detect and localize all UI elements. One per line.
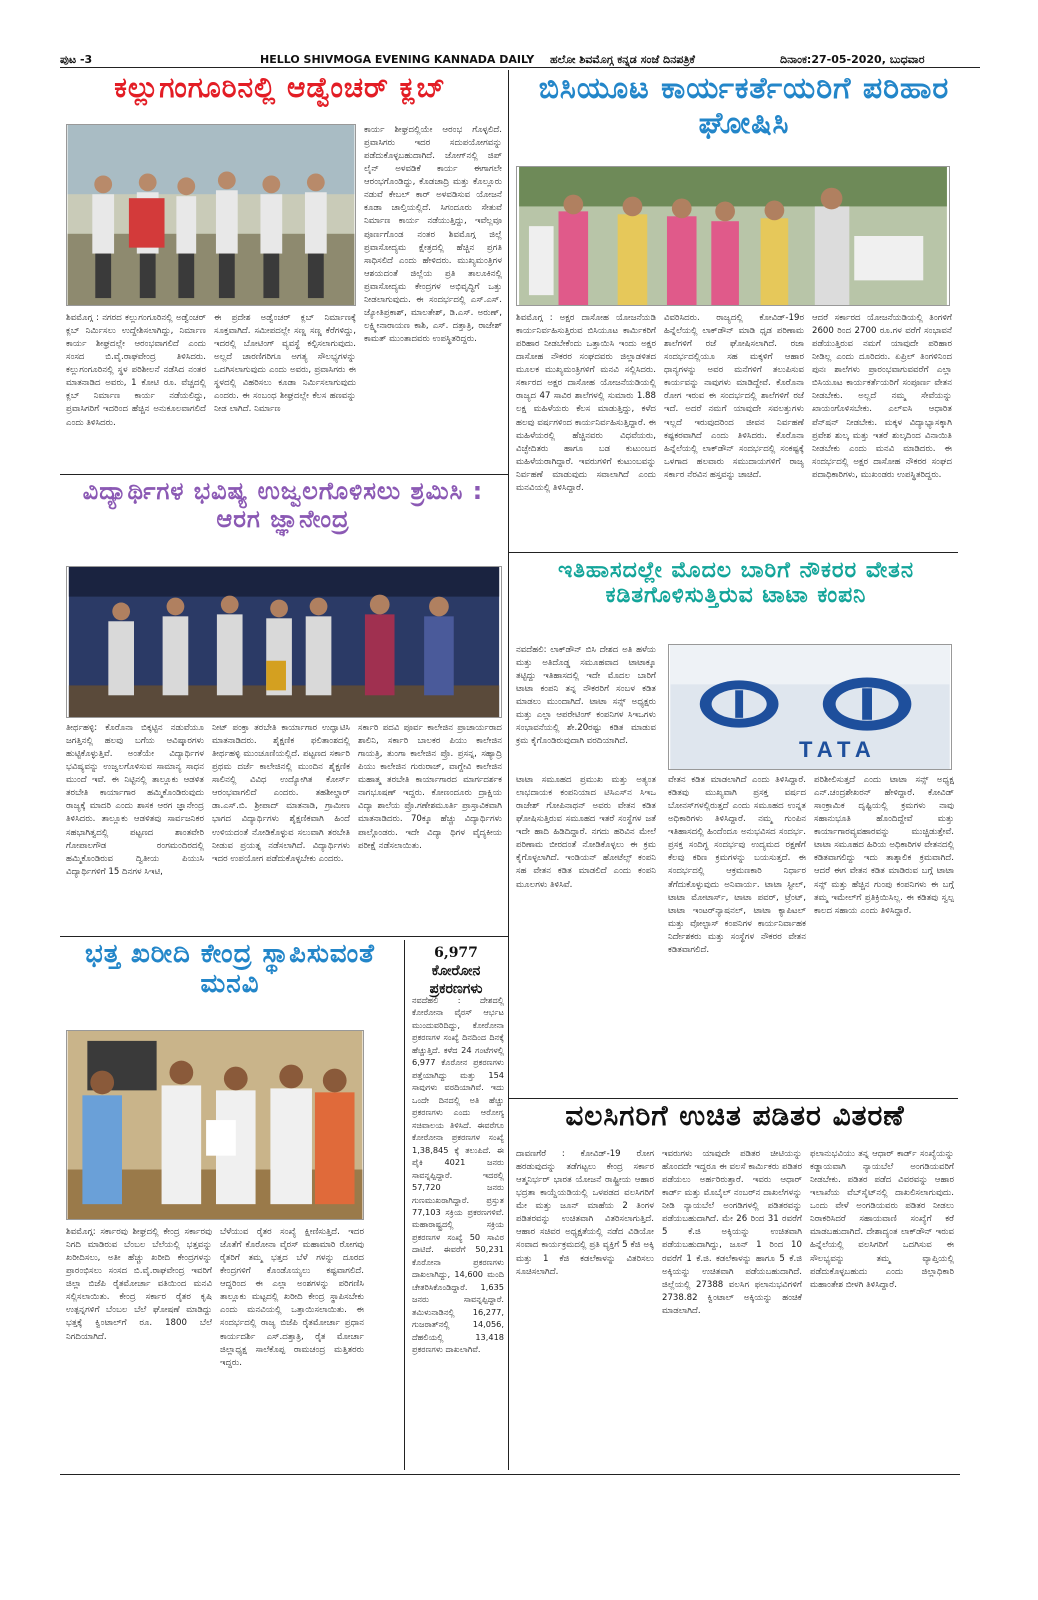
masthead-title-kannada: ಹಲೋ ಶಿವಮೊಗ್ಗ ಕನ್ನಡ ಸಂಜೆ ದಿನಪತ್ರಿಕೆ: [550, 53, 695, 66]
story3-column-1: ತೀರ್ಥಹಳ್ಳಿ: ಕೊರೊನಾ ಬಿಕ್ಕಟ್ಟಿನ ನಡುವೆಯೂ ಜಗತ್ತಿನಲ್ಲಿ ಹಲವು ಬಗೆಯ ಆವಿಷ್ಕಾರಗಳು ಹುಟ್ಟಿಕೊಳ್ಳುತ್ತಿವೆ. ಅಂತೆಯೇ ವಿದ್ಯಾರ್ಥಿಗಳ ಭವಿಷ್ಯವನ್ನು ಉಜ್ವಲಗೊಳಿಸುವ ಸಾಮಾನ್ಯ ಸಾಧನ ಮುಂದೆ ಇವೆ. ಈ ನಿಟ್ಟಿನಲ್ಲಿ ತಾಲ್ಲೂಕು ಆಡಳಿತ ತರಬೇತಿ ಕಾರ್ಯಾಗಾರ ಹಮ್ಮಿಕೊಂಡಿರುವುದು ರಾಜ್ಯಕ್ಕೆ ಮಾದರಿ ಎಂದು ಶಾಸಕ ಆರಗ ಜ್ಞಾನೇಂದ್ರ ತಿಳಿಸಿದರು. ತಾಲ್ಲೂಕು ಆಡಳಿತವು ಸಾರ್ವಜನಿಕರ ಸಹಭಾಗಿತ್ವದಲ್ಲಿ ಪಟ್ಟಣದ ಶಾಂತವೇರಿ ಗೋಪಾಲಗೌಡ ರಂಗಮಂದಿರದಲ್ಲಿ ಹಮ್ಮಿಕೊಂಡಿರುವ ದ್ವಿತೀಯ ಪಿಯುಸಿ ವಿದ್ಯಾರ್ಥಿಗಳಿಗೆ 15 ದಿನಗಳ ಸಿಇಟಿ,: [66, 723, 204, 877]
story5-column-2: ಬೆಳೆಯುವ ರೈತರ ಸಂಖ್ಯೆ ಕ್ಷೀಣಿಸುತ್ತಿದೆ. ಇದರ ಜೊತೆಗೆ ಕೊರೋನಾ ವೈರಸ್ ಮಹಾಮಾರಿ ರೋಗವು ರೈತರಿಗೆ ತಮ್ಮ ಭತ್ತದ ಬೆಳೆ ಗಳನ್ನು ದೂರದ ಕೇಂದ್ರಗಳಿಗೆ ಕೊಂಡೊಯ್ಯಲು ಕಷ್ಟವಾಗಲಿದೆ. ಆದ್ದರಿಂದ ಈ ಎಲ್ಲಾ ಅಂಶಗಳನ್ನು ಪರಿಗಣಿಸಿ ತಾಲ್ಲೂಕು ಮಟ್ಟದಲ್ಲಿ ಖರೀದಿ ಕೇಂದ್ರ ಸ್ಥಾಪಿಸಬೇಕು ಎಂದು ಮನವಿಯಲ್ಲಿ ಒತ್ತಾಯಿಸಲಾಯಿತು. ಈ ಸಂದರ್ಭದಲ್ಲಿ ರಾಜ್ಯ ಬಿಜೆಪಿ ರೈತಮೋರ್ಚಾ ಪ್ರಧಾನ ಕಾರ್ಯದರ್ಶಿ ಎಸ್.ದತ್ತಾತ್ರಿ, ರೈತ ಮೋರ್ಚಾ ಜಿಲ್ಲಾಧ್ಯಕ್ಷ ಸಾಲೆಕೊಪ್ಪ ರಾಮಚಂದ್ರ ಮತ್ತಿತರರು ಇದ್ದರು.: [220, 1227, 364, 1368]
midday-meal-workers-photo: [517, 167, 949, 305]
story3-column-2: ನೀಟ್ ಪಂಕ್ತಾ ತರಬೇತಿ ಕಾರ್ಯಾಗಾರ ಉದ್ಘಾಟಿಸಿ ಮಾತನಾಡಿದರು. ಶೈಕ್ಷಣಿಕ ಫಲಿತಾಂಶದಲ್ಲಿ ತೀರ್ಥಹಳ್ಳಿ ಮುಂಚೂಣಿಯಲ್ಲಿದೆ. ಪಟ್ಟಣದ ಸರ್ಕಾರಿ ಪ್ರಥಮ ದರ್ಜೆ ಕಾಲೇಜಿನಲ್ಲಿ ಮುಂದಿನ ಶೈಕ್ಷಣಿಕ ಸಾಲಿನಲ್ಲಿ ವಿವಿಧ ಉದ್ಯೋಗಿತ ಕೋರ್ಸ್ ಆರಂಭವಾಗಲಿದೆ ಎಂದರು. ತಹಶೀಲ್ದಾರ್ ಡಾ.ಎಸ್.ಬಿ. ಶ್ರೀಪಾದ್ ಮಾತನಾಡಿ, ಗ್ರಾಮೀಣ ಭಾಗದ ವಿದ್ಯಾರ್ಥಿಗಳು ಶೈಕ್ಷಣಿಕವಾಗಿ ಹಿಂದೆ ಉಳಿಯದಂತೆ ನೋಡಿಕೊಳ್ಳುವ ಸಲುವಾಗಿ ತರಬೇತಿ ನೀಡುವ ಪ್ರಯತ್ನ ನಡೆಸಲಾಗಿದೆ. ವಿದ್ಯಾರ್ಥಿಗಳು ಇದರ ಉಪಯೋಗ ಪಡೆದುಕೊಳ್ಳಬೇಕು ಎಂದರು.: [212, 723, 350, 864]
column-divider: [404, 940, 405, 1470]
story2-photo: [516, 166, 950, 306]
workshop-inauguration-photo: [67, 567, 501, 717]
story3-headline: ವಿದ್ಯಾರ್ಥಿಗಳ ಭವಿಷ್ಯ ಉಜ್ವಲಗೊಳಿಸಲು ಶ್ರಮಿಸಿ : ಆರಗ ಜ್ಞಾನೇಂದ್ರ: [82, 477, 484, 533]
story4-column-1-continued: ಟಾಟಾ ಸಮೂಹದ ಪ್ರಮುಖ ಮತ್ತು ಅತ್ಯಂತ ಲಾಭದಾಯಕ ಕಂಪನಿಯಾದ ಟಿಸಿಎಸ್‌ನ ಸಿಇಒ ರಾಜೇಶ್ ಗೋಪಿನಾಥನ್ ಅವರು ವೇತನ ಕಡಿತ ಘೋಷಿಸುತ್ತಿರುವ ಸಮೂಹದ ಇತರೆ ಸಂಸ್ಥೆಗಳ ಜತೆ ಇದೇ ಹಾದಿ ಹಿಡಿದಿದ್ದಾರೆ. ನಗದು ಹರಿವಿನ ಮೇಲೆ ಪರಿಣಾಮ ಬೀರದಂತೆ ನೋಡಿಕೊಳ್ಳಲು ಈ ಕ್ರಮ ಕೈಗೊಳ್ಳಲಾಗಿದೆ. ಇಂಡಿಯನ್ ಹೋಟೆಲ್ಸ್ ಕಂಪನಿ ಸಹ ವೇತನ ಕಡಿತ ಮಾಡಲಿದೆ ಎಂದು ಕಂಪನಿ ಮೂಲಗಳು ತಿಳಿಸಿವೆ.: [516, 775, 656, 890]
story1-headline: ಕಲ್ಲುಗಂಗೂರಿನಲ್ಲಿ ಆಡ್ವೆಂಚರ್ ಕ್ಲಬ್: [114, 71, 446, 104]
paddy-purchase-memorandum-photo: [67, 1031, 363, 1219]
section-rule: [60, 474, 508, 475]
story2-headline: ಬಿಸಿಯೂಟ ಕಾರ್ಯಕರ್ತೆಯರಿಗೆ ಪರಿಹಾರ ಘೋಷಿಸಿ: [538, 71, 950, 141]
story1-photo: [66, 124, 356, 306]
story7-column-3: ಫಲಾನುಭವಿಯು ತನ್ನ ಆಧಾರ್ ಕಾರ್ಡ್ ಸಂಖ್ಯೆಯನ್ನು ಕಡ್ಡಾಯವಾಗಿ ನ್ಯಾಯಬೆಲೆ ಅಂಗಡಿಯವರಿಗೆ ನೀಡಬೇಕು. ಪಡಿತರ ಪಡೆದ ವಿವರವನ್ನು ಆಹಾರ ಇಲಾಖೆಯ ವೆಬ್‌ಸೈಟ್‌ನಲ್ಲಿ ದಾಖಲಿಸಲಾಗುವುದು. ಒಂದು ವೇಳೆ ಅಂಗಡಿಯವರು ಪಡಿತರ ನೀಡಲು ನಿರಾಕರಿಸಿದರೆ ಸಹಾಯವಾಣಿ ಸಂಖ್ಯೆಗೆ ಕರೆ ಮಾಡಬಹುದಾಗಿದೆ. ದೇಶಾದ್ಯಂತ ಲಾಕ್‌ಡೌನ್ ಇರುವ ಹಿನ್ನೆಲೆಯಲ್ಲಿ ವಲಸಿಗರಿಗೆ ಒದಗಿಸುವ ಈ ಸೌಲಭ್ಯವನ್ನು ತಮ್ಮ ವ್ಯಾಪ್ತಿಯಲ್ಲಿ ಪಡೆದುಕೊಳ್ಳಬಹುದು ಎಂದು ಜಿಲ್ಲಾಧಿಕಾರಿ ಮಹಾಂತೇಶ ಬೀಳಗಿ ತಿಳಿಸಿದ್ದಾರೆ.: [810, 1149, 954, 1290]
story4-column-3: ಪರಿಶೀಲಿಸುತ್ತದೆ ಎಂದು ಟಾಟಾ ಸನ್ಸ್ ಅಧ್ಯಕ್ಷ ಎನ್.ಚಂದ್ರಶೇಖರನ್ ಹೇಳಿದ್ದಾರೆ. ಕೋವಿಡ್ ಸಾಂಕ್ರಾಮಿಕ ದೃಷ್ಟಿಯಲ್ಲಿ ಕ್ರಮಗಳು ನಾವು ಸಹಾನುಭೂತಿ ಹೊಂದಿದ್ದೇವೆ ಮತ್ತು ಕಾರ್ಯಾಗಾರವ್ಯವಹಾರವನ್ನು ಮುಚ್ಚಿಡುತ್ತೇವೆ. ಟಾಟಾ ಸಮೂಹದ ಹಿರಿಯ ಅಧಿಕಾರಿಗಳ ವೇತನದಲ್ಲಿ ಕಡಿತವಾಗಲಿದ್ದು ಇದು ತಾತ್ಕಾಲಿಕ ಕ್ರಮವಾಗಿದೆ. ಆದರೆ ಈಗ ವೇತನ ಕಡಿತ ಮಾಡಿರುವ ಬಗ್ಗೆ ಟಾಟಾ ಸನ್ಸ್ ಮತ್ತು ಹೆಚ್ಚಿನ ಗುಂಪು ಕಂಪನಿಗಳು ಈ ಬಗ್ಗೆ ತಮ್ಮ ಇಮೇಲ್‌ಗೆ ಪ್ರತಿಕ್ರಿಯಿಸಿಲ್ಲ. ಈ ಕಡಿತವು ಸ್ವಲ್ಪ ಕಾಲದ ಸಹಾಯ ಎಂದು ತಿಳಿಸಿದ್ದಾರೆ.: [814, 775, 954, 916]
section-rule: [508, 552, 958, 553]
story1-column-3: ಕಾರ್ಯ ಶೀಘ್ರದಲ್ಲಿಯೇ ಆರಂಭ ಗೊಳ್ಳಲಿದೆ. ಪ್ರವಾಸಿಗರು ಇದರ ಸದುಪಯೋಗವನ್ನು ಪಡೆದುಕೊಳ್ಳಬಹುದಾಗಿದೆ. ಜೋಗ್‌ನಲ್ಲಿ ಜಿಪ್ ಲೈನ್ ಅಳವಡಿಕೆ ಕಾರ್ಯ ಈಗಾಗಲೇ ಆರಂಭಗೊಂಡಿದ್ದು, ಕೊಡಚಾದ್ರಿ ಮತ್ತು ಕೊಲ್ಲೂರು ನಡುವೆ ಕೇಬಲ್ ಕಾರ್ ಅಳವಡಿಸುವ ಯೋಜನೆ ಕೂಡಾ ಚಾಲ್ತಿಯಲ್ಲಿದೆ. ಸಿಗಂದೂರು ಸೇತುವೆ ನಿರ್ಮಾಣ ಕಾರ್ಯ ನಡೆಯುತ್ತಿದ್ದು, ಇವೆಲ್ಲವೂ ಪೂರ್ಣಗೊಂಡ ನಂತರ ಶಿವಮೊಗ್ಗ ಜಿಲ್ಲೆ ಪ್ರವಾಸೋದ್ಯಮ ಕ್ಷೇತ್ರದಲ್ಲಿ ಹೆಚ್ಚಿನ ಪ್ರಗತಿ ಸಾಧಿಸಲಿದೆ ಎಂದು ಹೇಳಿದರು. ಮುಖ್ಯಮಂತ್ರಿಗಳ ಆಶಯದಂತೆ ಜಿಲ್ಲೆಯ ಪ್ರತಿ ತಾಲೂಕಿನಲ್ಲಿ ಪ್ರವಾಸೋದ್ಯಮ ಕೇಂದ್ರಗಳ ಅಭಿವೃದ್ಧಿಗೆ ಒತ್ತು ನೀಡಲಾಗುವುದು. ಈ ಸಂದರ್ಭದಲ್ಲಿ ಎಸ್.ಎಸ್. ಜ್ಯೋತಿಪ್ರಕಾಶ್, ಮಾಲತೇಶ್, ಡಿ.ಎಸ್. ಅರುಣ್, ಲಕ್ಷ್ಮೀನಾರಾಯಣ ಕಾಶಿ, ಎಸ್. ದತ್ತಾತ್ರಿ, ರಾಜೇಶ್ ಕಾಮತ್ ಮುಂತಾದವರು ಉಪಸ್ಥಿತರಿದ್ದರು.: [364, 125, 502, 344]
story4-column-2: ವೇತನ ಕಡಿತ ಮಾಡಲಾಗಿದೆ ಎಂದು ತಿಳಿಸಿದ್ದಾರೆ. ಕಡಿತವು ಮುಖ್ಯವಾಗಿ ಪ್ರಸಕ್ತ ವರ್ಷದ ಬೋನಸ್‌ಗಳಲ್ಲಿರುತ್ತದೆ ಎಂದು ಸಮೂಹದ ಉನ್ನತ ಅಧಿಕಾರಿಗಳು ತಿಳಿಸಿದ್ದಾರೆ. ನಮ್ಮ ಗುಂಪಿನ ಇತಿಹಾಸದಲ್ಲಿ ಹಿಂದೆಂದೂ ಅನುಭವಿಸದ ಸಂದರ್ಭ. ಪ್ರಸಕ್ತ ಸಂದಿಗ್ಧ ಸಂದರ್ಭವು ಉದ್ಯಮದ ರಕ್ಷಣೆಗೆ ಕೆಲವು ಕಠಿಣ ಕ್ರಮಗಳನ್ನು ಬಯಸುತ್ತದೆ. ಈ ಸಂದರ್ಭದಲ್ಲಿ ಆಕ್ರಮಣಕಾರಿ ನಿರ್ಧಾರ ತೆಗೆದುಕೊಳ್ಳುವುದು ಅನಿವಾರ್ಯ. ಟಾಟಾ ಸ್ಟೀಲ್, ಟಾಟಾ ಮೋಟಾರ್ಸ್, ಟಾಟಾ ಪವರ್, ಟ್ರೆಂಟ್, ಟಾಟಾ ಇಂಟರ್‌ನ್ಯಾಷನಲ್, ಟಾಟಾ ಕ್ಯಾಪಿಟಲ್ ಮತ್ತು ವೋಲ್ಟಾಸ್ ಕಂಪನಿಗಳ ಕಾರ್ಯನಿರ್ವಾಹಕ ನಿರ್ದೇಶಕರು ಮತ್ತು ಸಂಸ್ಥೆಗಳ ನೌಕರರ ವೇತನ ಕಡಿತವಾಗಲಿದೆ.: [668, 775, 806, 955]
story6-headline: 6,977 ಕೋರೋನ ಪ್ರಕರಣಗಳು: [429, 945, 483, 998]
story3-column-3: ಸರ್ಕಾರಿ ಪದವಿ ಪೂರ್ವ ಕಾಲೇಜಿನ ಪ್ರಾಚಾರ್ಯರಾದ ಶಾಲಿನಿ, ಸರ್ಕಾರಿ ಬಾಲಕರ ಪಿಯು ಕಾಲೇಜಿನ ಗಾಯತ್ರಿ, ತುಂಗಾ ಕಾಲೇಜಿನ ಪ್ರೊ. ಪ್ರಸನ್ನ, ಸಹ್ಯಾದ್ರಿ ಪಿಯು ಕಾಲೇಜಿನ ಗುರುರಾಜ್, ವಾಗ್ದೇವಿ ಕಾಲೇಜಿನ ಮಹಾತ್ಮ ತರಬೇತಿ ಕಾರ್ಯಾಗಾರದ ಮಾರ್ಗದರ್ಶಕ ನಾಗಭೂಷಣ್ ಇದ್ದರು. ಕೋಣಂದೂರು ದ್ರಾಕ್ಷಿಯ ವಿದ್ಯಾ ಶಾಲೆಯ ಪ್ರೊ.ಗಣೇಶಮೂರ್ತಿ ಪ್ರಾಸ್ತಾವಿಕವಾಗಿ ಮಾತನಾಡಿದರು. 70ಕ್ಕೂ ಹೆಚ್ಚು ವಿದ್ಯಾರ್ಥಿಗಳು ಪಾಲ್ಗೊಂಡರು. ಇದೇ ವಿದ್ಯಾ ಥಿಗಳ ವೈದ್ಯಕೀಯ ಪರೀಕ್ಷೆ ನಡೆಸಲಾಯಿತು.: [358, 723, 502, 851]
story5-headline: ಭತ್ತ ಖರೀದಿ ಕೇಂದ್ರ ಸ್ಥಾಪಿಸುವಂತೆ ಮನವಿ: [85, 939, 375, 999]
story2-column-3: ಆದರೆ ಸರ್ಕಾರದ ಯೋಜನೆಯಡಿಯಲ್ಲಿ ತಿಂಗಳಿಗೆ 2600 ರಿಂದ 2700 ರೂ.ಗಳ ವರೆಗೆ ಸಂಭಾವನೆ ಪಡೆಯುತ್ತಿರುವ ನಮಗೆ ಯಾವುದೇ ಪರಿಹಾರ ನೀಡಿಲ್ಲ ಎಂದು ದೂರಿದರು. ಏಪ್ರಿಲ್ ತಿಂಗಳಿನಿಂದ ಪುನಃ ಶಾಲೆಗಳು ಪ್ರಾರಂಭವಾಗುವವರೆಗೆ ಎಲ್ಲಾ ಬಿಸಿಯೂಟ ಕಾರ್ಯಕರ್ತೆಯರಿಗೆ ಸಂಪೂರ್ಣ ವೇತನ ನೀಡಬೇಕು. ಅಲ್ಲದೆ ನಮ್ಮ ಸೇವೆಯನ್ನು ಖಾಯಂಗೊಳಿಸಬೇಕು. ಎಲ್ಐಸಿ ಆಧಾರಿತ ಪೆನ್‌ಷನ್ ನೀಡಬೇಕು. ಮಕ್ಕಳ ವಿದ್ಯಾಭ್ಯಾಸಕ್ಕಾಗಿ ಪ್ರವೇಶ ಶುಲ್ಕ ಮತ್ತು ಇತರೆ ಶುಲ್ಕದಿಂದ ವಿನಾಯಿತಿ ನೀಡಬೇಕು ಎಂದು ಮನವಿ ಮಾಡಿದರು. ಈ ಸಂದರ್ಭದಲ್ಲಿ ಅಕ್ಷರ ದಾಸೋಹ ನೌಕರರ ಸಂಘದ ಪದಾಧಿಕಾರಿಗಳು, ಮುಖಂಡರು ಉಪಸ್ಥಿತರಿದ್ದರು.: [812, 313, 952, 480]
masthead: [60, 52, 980, 68]
story4-headline: ಇತಿಹಾಸದಲ್ಲೇ ಮೊದಲ ಬಾರಿಗೆ ನೌಕರರ ವೇತನ ಕಡಿತಗೊಳಿಸುತ್ತಿರುವ ಟಾಟಾ ಕಂಪನಿ: [557, 558, 915, 609]
story1-column-1: ಶಿವಮೊಗ್ಗ : ನಗರದ ಕಲ್ಲುಗಂಗೂರಿನಲ್ಲಿ ಅಡ್ವೆಂಚರ್ ಕ್ಲಬ್ ನಿರ್ಮಿಸಲು ಉದ್ದೇಶಿಸಲಾಗಿದ್ದು, ನಿರ್ಮಾಣ ಕಾರ್ಯ ಶೀಘ್ರದಲ್ಲೇ ಆರಂಭವಾಗಲಿದೆ ಎಂದು ಸಂಸದ ಬಿ.ವೈ.ರಾಘವೇಂದ್ರ ತಿಳಿಸಿದರು. ಕಲ್ಲುಗಂಗೂರಿನಲ್ಲಿ ಸ್ಥಳ ಪರಿಶೀಲನೆ ನಡೆಸಿದ ನಂತರ ಮಾತನಾಡಿದ ಅವರು, 1 ಕೋಟಿ ರೂ. ವೆಚ್ಚದಲ್ಲಿ ಕ್ಲಬ್ ನಿರ್ಮಾಣ ಕಾರ್ಯ ನಡೆಯಲಿದ್ದು, ಪ್ರವಾಸಿಗರಿಗೆ ಇದರಿಂದ ಹೆಚ್ಚಿನ ಅನುಕೂಲವಾಗಲಿದೆ ಎಂದು ತಿಳಿಸಿದರು.: [66, 313, 206, 428]
story1-column-2: ಈ ಪ್ರದೇಶ ಅಡ್ವೆಂಚರ್ ಕ್ಲಬ್ ನಿರ್ಮಾಣಕ್ಕೆ ಸೂಕ್ತವಾಗಿದೆ. ಸಮೀಪದಲ್ಲೇ ಸಣ್ಣ ಸಣ್ಣ ಕೆರೆಗಳಿದ್ದು, ಇದರಲ್ಲಿ ಬೋಟಿಂಗ್ ವ್ಯವಸ್ಥೆ ಕಲ್ಪಿಸಲಾಗುವುದು. ಅಲ್ಲದೆ ಚಾರಣಿಗರಿಗೂ ಅಗತ್ಯ ಸೌಲಭ್ಯಗಳನ್ನು ಒದಗಿಸಲಾಗುವುದು ಎಂದು ಅವರು, ಪ್ರವಾಸಿಗರು ಈ ಸ್ಥಳದಲ್ಲಿ ವಿಹರಿಸಲು ಕೂಡಾ ನಿರ್ಮಿಸಲಾಗುವುದು ಎಂದರು. ಈ ಸಂಬಂಧ ಶೀಘ್ರದಲ್ಲೇ ಕೆಲಸ ಹಣವನ್ನು ನೀಡ ಲಾಗಿದೆ. ನಿರ್ಮಾಣ: [214, 313, 356, 415]
story5-column-1: ಶಿವಮೊಗ್ಗ: ಸರ್ಕಾರವು ಶೀಘ್ರದಲ್ಲಿ ಕೇಂದ್ರ ಸರ್ಕಾರವು ನಿಗದಿ ಮಾಡಿರುವ ಬೆಂಬಲ ಬೆಲೆಯಲ್ಲಿ ಭತ್ತವನ್ನು ಖರೀದಿಸಲು, ಅತೀ ಹೆಚ್ಚು ಖರೀದಿ ಕೇಂದ್ರಗಳನ್ನು ಪ್ರಾರಂಭಿಸಲು ಸಂಸದ ಬಿ.ವೈ.ರಾಘವೇಂದ್ರ ಇವರಿಗೆ ಜಿಲ್ಲಾ ಬಿಜೆಪಿ ರೈತಮೋರ್ಚಾ ವತಿಯಿಂದ ಮನವಿ ಸಲ್ಲಿಸಲಾಯಿತು. ಕೇಂದ್ರ ಸರ್ಕಾರ ರೈತರ ಕೃಷಿ ಉತ್ಪನ್ನಗಳಿಗೆ ಬೆಂಬಲ ಬೆಲೆ ಘೋಷಣೆ ಮಾಡಿದ್ದು ಭತ್ತಕ್ಕೆ ಕ್ವಿಂಟಾಲ್‌ಗೆ ರೂ. 1800 ಬೆಲೆ ನಿಗದಿಯಾಗಿದೆ.: [66, 1227, 212, 1342]
story3-photo: [66, 566, 502, 718]
story7-column-2: ಇವರುಗಳು ಯಾವುದೇ ಪಡಿತರ ಚೀಟಿಯನ್ನು ಹೊಂದದೇ ಇದ್ದರೂ ಈ ವಲಸೆ ಕಾರ್ಮಿಕರು ಪಡಿತರ ಪಡೆಯಲು ಅರ್ಹರಿರುತ್ತಾರೆ. ಇವರು ಆಧಾರ್ ಕಾರ್ಡ್ ಮತ್ತು ಮೊಬೈಲ್ ನಂಬರ್‌ನ ದಾಖಲೆಗಳನ್ನು ನೀಡಿ ನ್ಯಾಯಬೆಲೆ ಅಂಗಡಿಗಳಲ್ಲಿ ಪಡಿತರವನ್ನು ಪಡೆಯಬಹುದಾಗಿದೆ. ಮೇ 26 ರಿಂದ 31 ರವರೆಗೆ 5 ಕೆ.ಜಿ ಅಕ್ಕಿಯನ್ನು ಉಚಿತವಾಗಿ ಪಡೆಯಬಹುದಾಗಿದ್ದು, ಜೂನ್ 1 ರಿಂದ 10 ರವರೆಗೆ 1 ಕೆ.ಜಿ. ಕಡಲೆಕಾಳನ್ನು ಹಾಗೂ 5 ಕೆ.ಜಿ ಅಕ್ಕಿಯನ್ನು ಉಚಿತವಾಗಿ ಪಡೆಯಬಹುದಾಗಿದೆ. ಜಿಲ್ಲೆಯಲ್ಲಿ 27388 ವಲಸಿಗ ಫಲಾನುಭವಿಗಳಿಗೆ 2738.82 ಕ್ವಿಂಟಾಲ್ ಅಕ್ಕಿಯನ್ನು ಹಂಚಿಕೆ ಮಾಡಲಾಗಿದೆ.: [662, 1149, 802, 1316]
page-number: ಪುಟ -3: [60, 53, 93, 66]
section-rule: [60, 936, 508, 937]
story6-body: ನವದೆಹಲಿ : ದೇಶದಲ್ಲಿ ಕೋರೋನಾ ವೈರಸ್ ಆರ್ಭಟ ಮುಂದುವರಿದಿದ್ದು, ಕೋರೋನಾ ಪ್ರಕರಣಗಳ ಸಂಖ್ಯೆ ದಿನದಿಂದ ದಿನಕ್ಕೆ ಹೆಚ್ಚುತ್ತಿದೆ. ಕಳೆದ 24 ಗಂಟೆಗಳಲ್ಲಿ 6,977 ಕೊರೋನ ಪ್ರಕರಣಗಳು ಪತ್ತೆಯಾಗಿದ್ದು ಮತ್ತು 154 ಸಾವುಗಳು ವರದಿಯಾಗಿವೆ. ಇದು ಒಂದೇ ದಿನದಲ್ಲಿ ಅತಿ ಹೆಚ್ಚು ಪ್ರಕರಣಗಳು ಎಂದು ಆರೋಗ್ಯ ಸಚಿವಾಲಯ ತಿಳಿಸಿದೆ. ಈವರೆಗೂ ಕೋರೋನಾ ಪ್ರಕರಣಗಳ ಸಂಖ್ಯೆ 1,38,845 ಕ್ಕೆ ತಲುಪಿದೆ. ಈ ಪೈಕಿ 4021 ಜನರು ಸಾವನ್ನಪ್ಪಿದ್ದಾರೆ. ಇದರಲ್ಲಿ 57,720 ಜನರು ಗುಣಮುಖರಾಗಿದ್ದಾರೆ. ಪ್ರಸ್ತುತ 77,103 ಸಕ್ರಿಯ ಪ್ರಕರಣಗಳಿವೆ. ಮಹಾರಾಷ್ಟ್ರದಲ್ಲಿ ಸಕ್ರಿಯ ಪ್ರಕರಣಗಳ ಸಂಖ್ಯೆ 50 ಸಾವಿರ ದಾಟಿದೆ. ಈವರೆಗೆ 50,231 ಕೊರೋನಾ ಪ್ರಕರಣಗಳು ದಾಖಲಾಗಿದ್ದು, 14,600 ಮಂದಿ ಚೇತರಿಸಿಕೊಂಡಿದ್ದಾರೆ. 1,635 ಜನರು ಸಾವನ್ನಪ್ಪಿದ್ದಾರೆ. ತಮಿಳುನಾಡಿನಲ್ಲಿ 16,277, ಗುಜರಾತ್‌ನಲ್ಲಿ 14,056, ದೆಹಲಿಯಲ್ಲಿ 13,418 ಪ್ರಕರಣಗಳು ದಾಖಲಾಗಿವೆ.: [412, 995, 504, 1355]
masthead-date: ದಿನಾಂಕ:27-05-2020, ಬುಧವಾರ: [780, 53, 925, 66]
adventure-club-group-photo: [67, 125, 355, 305]
story7-headline: ವಲಸಿಗರಿಗೆ ಉಚಿತ ಪಡಿತರ ವಿತರಣೆ: [565, 1099, 905, 1132]
story4-column-1: ನವದೆಹಲಿ: ಲಾಕ್‌ಡೌನ್ ಬಿಸಿ ದೇಶದ ಅತಿ ಹಳೆಯ ಮತ್ತು ಅತಿದೊಡ್ಡ ಸಮೂಹವಾದ ಟಾಟಾಕ್ಕೂ ತಟ್ಟಿದ್ದು ಇತಿಹಾಸದಲ್ಲಿ ಇದೇ ಮೊದಲ ಬಾರಿಗೆ ಟಾಟಾ ಕಂಪನಿ ತನ್ನ ನೌಕರರಿಗೆ ಸಂಬಳ ಕಡಿತ ಮಾಡಲು ಮುಂದಾಗಿದೆ. ಟಾಟಾ ಸನ್ಸ್ ಅಧ್ಯಕ್ಷರು ಮತ್ತು ಎಲ್ಲಾ ಆಪರೇಟಿಂಗ್ ಕಂಪನಿಗಳ ಸಿಇಒಗಳು ಸಂಭಾವನೆಯಲ್ಲಿ ಶೇ.20ರಷ್ಟು ಕಡಿತ ಮಾಡುವ ಕ್ರಮ ಕೈಗೊಂಡಿರುವುದಾಗಿ ವರದಿಯಾಗಿದೆ.: [516, 645, 656, 747]
column-divider: [508, 70, 509, 1470]
page-bottom-rule: [60, 1474, 960, 1475]
story5-photo: [66, 1030, 364, 1220]
story2-column-1: ಶಿವಮೊಗ್ಗ : ಅಕ್ಷರ ದಾಸೋಹ ಯೋಜನೆಯಡಿ ಕಾರ್ಯನಿರ್ವಹಿಸುತ್ತಿರುವ ಬಿಸಿಯೂಟ ಕಾರ್ಮಿಕರಿಗೆ ಪರಿಹಾರ ನೀಡಬೇಕೆಂದು ಒತ್ತಾಯಿಸಿ ಇಂದು ಅಕ್ಷರ ದಾಸೋಹ ನೌಕರರ ಸಂಘದವರು ಜಿಲ್ಲಾಡಳಿತದ ಮೂಲಕ ಮುಖ್ಯಮಂತ್ರಿಗಳಿಗೆ ಮನವಿ ಸಲ್ಲಿಸಿದರು. ಸರ್ಕಾರದ ಅಕ್ಷರ ದಾಸೋಹ ಯೋಜನೆಯಡಿಯಲ್ಲಿ ರಾಜ್ಯದ 47 ಸಾವಿರ ಶಾಲೆಗಳಲ್ಲಿ ಸುಮಾರು 1.88 ಲಕ್ಷ ಮಹಿಳೆಯರು ಕೆಲಸ ಮಾಡುತ್ತಿದ್ದು, ಕಳೆದ ಹಲವು ವರ್ಷಗಳಿಂದ ಕಾರ್ಯನಿರ್ವಹಿಸುತ್ತಿದ್ದಾರೆ. ಈ ಮಹಿಳೆಯರಲ್ಲಿ ಹೆಚ್ಚಿನವರು ವಿಧವೆಯರು, ವಿಚ್ಛೇದಿತರು ಹಾಗೂ ಬಡ ಕುಟುಂಬದ ಮಹಿಳೆಯರಾಗಿದ್ದಾರೆ. ಇವರುಗಳಿಗೆ ಕುಟುಂಬವನ್ನು ನಿರ್ವಹಣೆ ಮಾಡುವುದು ಸವಾಲಾಗಿದೆ ಎಂದು ಮನವಿಯಲ್ಲಿ ತಿಳಿಸಿದ್ದಾರೆ.: [516, 313, 656, 493]
story7-column-1: ದಾವಣಗೆರೆ : ಕೋವಿಡ್-19 ರೋಗ ಹರಡುವುದನ್ನು ತಡೆಗಟ್ಟಲು ಕೇಂದ್ರ ಸರ್ಕಾರ ಆತ್ಮನಿರ್ಭರ್ ಭಾರತ ಯೋಜನೆ ರಾಷ್ಟ್ರೀಯ ಆಹಾರ ಭದ್ರತಾ ಕಾಯ್ದೆಯಡಿಯಲ್ಲಿ ಒಳಪಡದ ವಲಸಿಗರಿಗೆ ಮೇ ಮತ್ತು ಜೂನ್ ಮಾಹೆಯ 2 ತಿಂಗಳ ಪಡಿತರವನ್ನು ಉಚಿತವಾಗಿ ವಿತರಿಸಲಾಗುತ್ತಿದೆ. ಆಹಾರ ಸಚಿವರ ಅಧ್ಯಕ್ಷತೆಯಲ್ಲಿ ನಡೆದ ವಿಡಿಯೋ ಸಂವಾದ ಕಾರ್ಯಕ್ರಮದಲ್ಲಿ ಪ್ರತಿ ವ್ಯಕ್ತಿಗೆ 5 ಕೆಜಿ ಅಕ್ಕಿ ಮತ್ತು 1 ಕೆಜಿ ಕಡಲೆಕಾಳನ್ನು ವಿತರಿಸಲು ಸೂಚಿಸಲಾಗಿದೆ.: [516, 1149, 654, 1277]
story2-column-2: ವಿವರಿಸಿದರು. ರಾಜ್ಯದಲ್ಲಿ ಕೋವಿಡ್-19ರ ಹಿನ್ನೆಲೆಯಲ್ಲಿ ಲಾಕ್‌ಡೌನ್ ಮಾಡಿ ಧೃಡ ಪರಿಣಾಮ ಶಾಲೆಗಳಿಗೆ ರಜೆ ಘೋಷಿಸಲಾಗಿದೆ. ರಜಾ ಸಂದರ್ಭದಲ್ಲಿಯೂ ಸಹ ಮಕ್ಕಳಿಗೆ ಆಹಾರ ಧಾನ್ಯಗಳನ್ನು ಅವರ ಮನೆಗಳಿಗೆ ತಲುಪಿಸುವ ಕಾರ್ಯವನ್ನು ನಾವುಗಳು ಮಾಡಿದ್ದೇವೆ. ಕೊರೊನಾ ರೋಗ ಇರುವ ಈ ಸಂದರ್ಭದಲ್ಲಿ ಶಾಲೆಗಳಿಗೆ ರಜೆ ಇದೆ. ಅದರೆ ನಮಗೆ ಯಾವುದೇ ಸವಲತ್ತುಗಳು ಇಲ್ಲದೆ ಇರುವುದರಿಂದ ಜೀವನ ನಿರ್ವಹಣೆ ಕಷ್ಟಕರವಾಗಿದೆ ಎಂದು ತಿಳಿಸಿದರು. ಕೊರೊನಾ ಹಿನ್ನೆಲೆಯಲ್ಲಿ ಲಾಕ್‌ಡೌನ್ ಸಂದರ್ಭದಲ್ಲಿ ಸಂಕಷ್ಟಕ್ಕೆ ಒಳಗಾದ ಹಲವಾರು ಸಮುದಾಯಗಳಿಗೆ ರಾಜ್ಯ ಸರ್ಕಾರ ನೆರವಿನ ಹಸ್ತವನ್ನು ಚಾಚಿದೆ.: [664, 313, 804, 480]
story4-photo: [668, 644, 952, 770]
tata-sign-text: TATA: [799, 737, 877, 762]
masthead-title-english: HELLO SHIVMOGA EVENING KANNADA DAILY: [260, 53, 535, 66]
